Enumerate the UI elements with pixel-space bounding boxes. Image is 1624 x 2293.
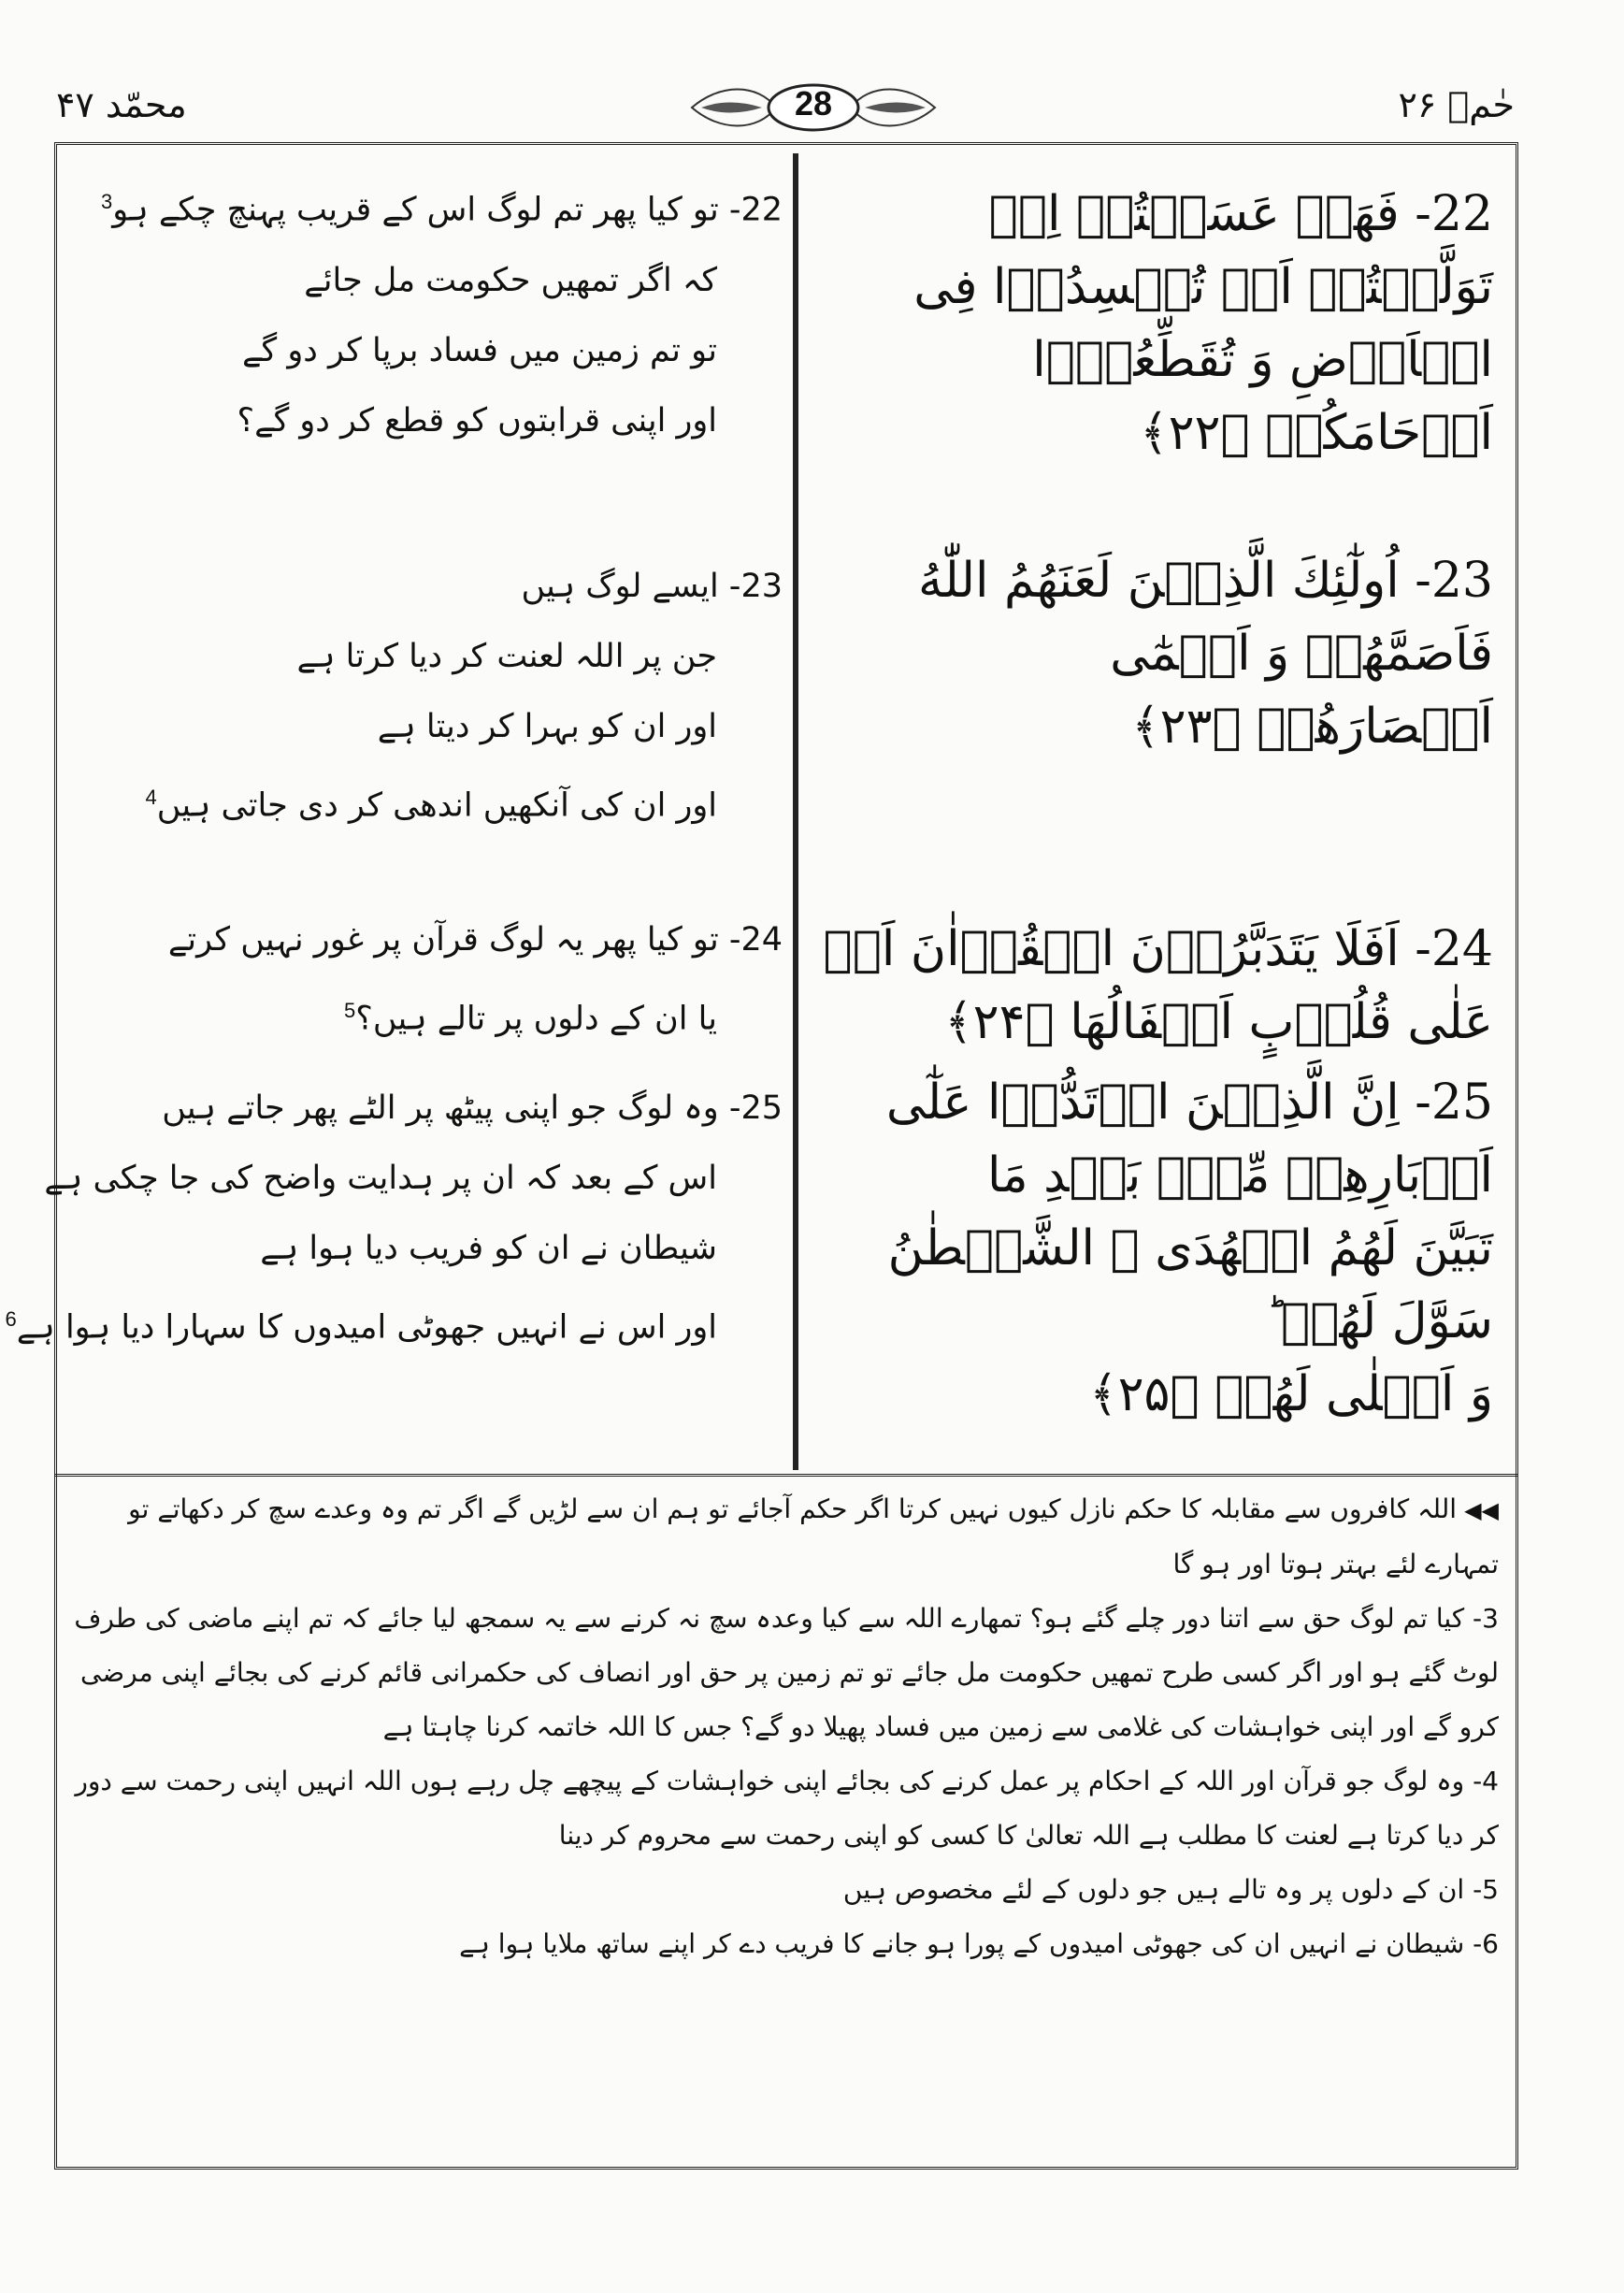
urdu-line: اور ان کی آنکھیں اندھی کر دی جاتی ہیں xyxy=(156,786,717,825)
arabic-verse-24 xyxy=(820,913,1493,1059)
urdu-line: جن پر اللہ لعنت کر دیا کرتا ہے xyxy=(296,638,717,675)
arabic-line: 24- اَفَلَا يَتَدَبَّرُوۡنَ الۡقُرۡاٰنَ اَمۡ عَلٰى قُلُوۡبٍ اَقۡفَالُهَا ﴿۲۴﴾ xyxy=(823,921,1493,1050)
footnote-ref[interactable]: 4 xyxy=(145,786,157,809)
urdu-line: شیطان نے ان کو فریب دیا ہوا ہے xyxy=(260,1230,717,1267)
arabic-verse-23 xyxy=(820,544,1493,763)
arabic-line: اَبۡصَارَهُمۡ ﴿۲۳﴾ xyxy=(1131,699,1493,755)
footnote-ref[interactable]: 3 xyxy=(100,190,113,213)
arabic-line: 23- اُولٰٓئِكَ الَّذِيۡنَ لَعَنَهُمُ اللّٰهُ فَاَصَمَّهُمۡ وَ اَعۡمٰٓى xyxy=(918,553,1493,682)
urdu-line: 25- وہ لوگ جو اپنی پیٹھ پر الٹے پھر جاتے ہیں xyxy=(162,1089,783,1127)
urdu-line: یا ان کے دلوں پر تالے ہیں؟ xyxy=(355,1000,717,1038)
arabic-line: تَبَيَّنَ لَهُمُ الۡهُدَى ۙ الشَّيۡطٰنُ سَوَّلَ لَهُمۡ ؕ xyxy=(887,1220,1493,1349)
urdu-line: اور اپنی قرابتوں کو قطع کر دو گے؟ xyxy=(237,401,717,440)
urdu-line: اور اس نے انہیں جھوٹی امیدوں کا سہارا دیا ہوا ہے xyxy=(16,1308,717,1347)
urdu-translation-25 xyxy=(5,1074,783,1363)
footnote-ref[interactable]: 5 xyxy=(344,999,356,1022)
urdu-line: 23- ایسے لوگ ہیں xyxy=(521,568,783,605)
arabic-verse-25 xyxy=(820,1066,1493,1431)
double-arrow-icon: ◀◀ xyxy=(1464,1497,1499,1523)
page-number: 28 xyxy=(794,84,833,123)
urdu-translation-24 xyxy=(128,905,783,1055)
notes-divider xyxy=(54,1474,1518,1477)
urdu-line: کہ اگر تمھیں حکومت مل جائے xyxy=(304,261,717,299)
note-intro xyxy=(73,1482,1499,1592)
urdu-translation-23 xyxy=(128,552,783,842)
urdu-line: 24- تو کیا پھر یہ لوگ قرآن پر غور نہیں کرتے xyxy=(167,921,783,959)
surah-label-right: حٰمۤ ۲۶ xyxy=(1398,84,1515,125)
footnotes-section xyxy=(73,1482,1499,1971)
note-5: 5- ان کے دلوں پر وہ تالے ہیں جو دلوں کے لئے مخصوص ہیں xyxy=(842,1874,1499,1905)
note-4: 4- وہ لوگ جو قرآن اور اللہ کے احکام پر عمل کرنے کی بجائے اپنی خواہشات کے پیچھے چل رہے ہوں اللہ انہیں اپنی رحمت سے دور کر دیا کرتا ہے لعنت کا مطلب ہے اللہ تعالیٰ کا کسی کو اپنی رحمت سے محروم کر دینا xyxy=(75,1766,1499,1851)
surah-label-left: محمّد ۴۷ xyxy=(56,84,187,125)
urdu-line: 22- تو کیا پھر تم لوگ اس کے قریب پہنچ چکے ہو xyxy=(112,191,783,229)
arabic-verse-22 xyxy=(820,178,1493,469)
arabic-line: 22- فَهَلۡ عَسَيۡتُمۡ اِنۡ تَوَلَّيۡتُمۡ اَنۡ تُفۡسِدُوۡا فِى xyxy=(913,186,1493,315)
column-divider xyxy=(793,153,798,1470)
urdu-translation-22 xyxy=(100,166,783,456)
note-3: 3- کیا تم لوگ حق سے اتنا دور چلے گئے ہو؟ تمھارے اللہ سے کیا وعدہ سچ نہ کرنے سے یہ سمجھ لیا جائے کہ تم اپنے ماضی کی طرف لوٹ گئے ہو اور اگر کسی طرح تمھیں حکومت مل جائے تو تم زمین پر حق اور انصاف کی حکمرانی قائم کرنے کی بجائے اپنی مرضی کرو گے اور اپنی خواہشات کی غلامی سے زمین میں فساد پھیلا دو گے؟ جس کا اللہ خاتمہ کرنا چاہتا ہے xyxy=(74,1603,1499,1742)
arabic-line: وَ اَمۡلٰى لَهُمۡ ﴿۲۵﴾ xyxy=(1089,1366,1493,1422)
urdu-line: تو تم زمین میں فساد برپا کر دو گے xyxy=(242,331,717,369)
urdu-line: اس کے بعد کہ ان پر ہدایت واضح کی جا چکی ہے xyxy=(44,1160,717,1197)
note-intro-text: اللہ کافروں سے مقابلہ کا حکم نازل کیوں نہیں کرتا اگر حکم آجائے تو ہم ان سے لڑیں گے اگر تم وہ وعدے سچ کر دکھاتے تو تمہارے لئے بہتر ہوتا اور ہو گا xyxy=(128,1493,1499,1579)
arabic-line: 25- اِنَّ الَّذِيۡنَ ارۡتَدُّوۡا عَلٰٓى اَدۡبَارِهِمۡ مِّنۡۢ بَعۡدِ مَا xyxy=(885,1074,1493,1204)
note-6: 6- شیطان نے انہیں ان کی جھوٹی امیدوں کے پورا ہو جانے کا فریب دے کر اپنے ساتھ ملایا ہوا ہے xyxy=(459,1928,1499,1959)
footnote-ref[interactable]: 6 xyxy=(5,1307,17,1331)
page-header xyxy=(56,79,1515,144)
urdu-line: اور ان کو بہرا کر دیتا ہے xyxy=(377,708,717,745)
arabic-line: الۡاَرۡضِ وَ تُقَطِّعُوۡۤا اَرۡحَامَكُمۡ ﴿۲۲﴾ xyxy=(1032,332,1493,461)
